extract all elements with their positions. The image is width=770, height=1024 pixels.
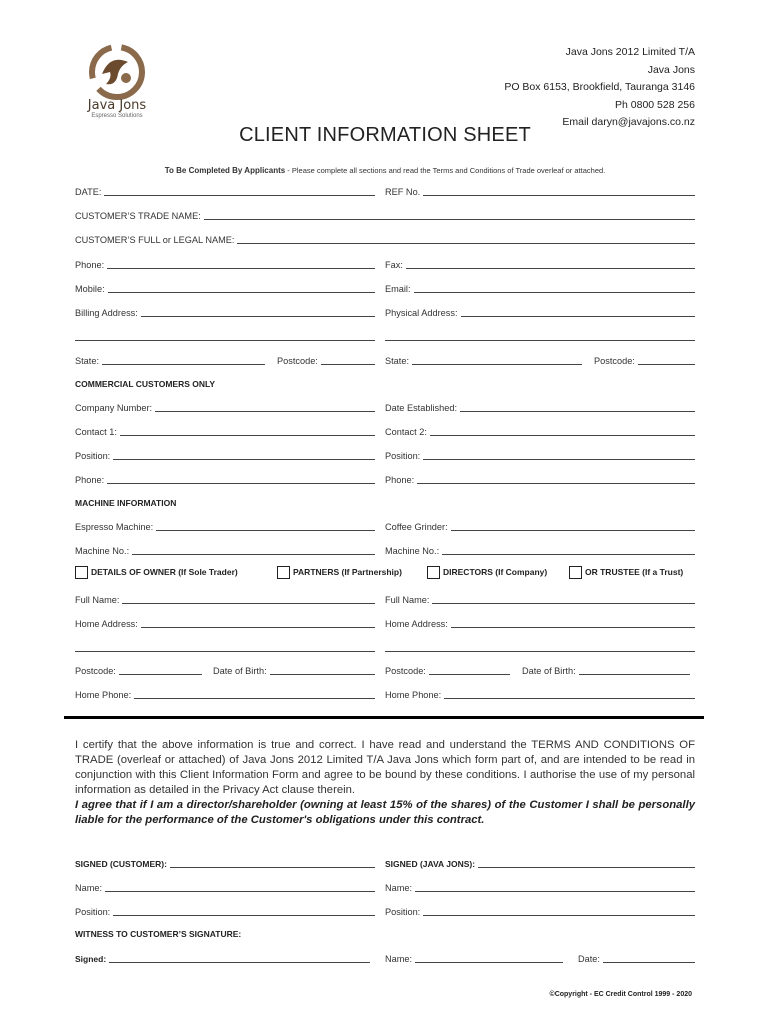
company-address-block (504, 44, 695, 132)
position2-label: Position: (385, 451, 421, 461)
checkbox-label: OR TRUSTEE (If a Trust) (585, 567, 684, 577)
witness-heading: WITNESS TO CUSTOMER’S SIGNATURE: (75, 929, 242, 939)
physical-postcode-line (638, 364, 695, 365)
home-phone-label: Home Phone: (385, 690, 442, 700)
sign-position-line (423, 915, 695, 916)
position1-field[interactable] (75, 448, 375, 462)
signed-customer-field[interactable] (75, 856, 375, 870)
home-phone-field-2[interactable] (385, 687, 695, 701)
checkbox-company[interactable] (427, 566, 550, 579)
home-address-field-2[interactable] (385, 616, 695, 630)
machine-no-label: Machine No.: (75, 546, 130, 556)
home-address-line (141, 627, 375, 628)
full-name-label: Full Name: (385, 595, 430, 605)
signed-java-line (478, 867, 695, 868)
witness-signed-line (109, 962, 370, 963)
commercial-phone2-label: Phone: (385, 475, 415, 485)
fax-field[interactable] (385, 257, 695, 271)
trade-name-line (204, 219, 695, 220)
instructions (0, 166, 770, 175)
witness-name-line (415, 962, 563, 963)
legal-name-field[interactable] (75, 232, 695, 246)
contact1-field[interactable] (75, 424, 375, 438)
checkbox-box[interactable] (75, 566, 88, 579)
declaration-liability-text: I agree that if I am a director/shareholder (owning at least 15% of the shares) of the Customer I shall be personally liable for the performance of the Customer's obligations under this contract. (75, 799, 695, 826)
sign-position-label: Position: (75, 907, 111, 917)
ref-field[interactable] (385, 184, 695, 198)
position2-line (423, 459, 695, 460)
home-address-line (451, 627, 695, 628)
sign-position-field-2[interactable] (385, 904, 695, 918)
machine-no-line (132, 554, 375, 555)
mobile-label: Mobile: (75, 284, 105, 294)
signed-java-label: SIGNED (JAVA JONS): (385, 859, 476, 869)
date-established-line (460, 411, 695, 412)
espresso-line (156, 530, 375, 531)
owner-postcode-field-2[interactable] (385, 663, 510, 677)
page-title: CLIENT INFORMATION SHEET (239, 124, 531, 146)
physical-postcode-label: Postcode: (594, 356, 635, 366)
witness-signed-field[interactable] (75, 951, 370, 965)
signed-customer-label: SIGNED (CUSTOMER): (75, 859, 167, 869)
espresso-machine-field[interactable] (75, 519, 375, 533)
machine-heading: MACHINE INFORMATION (75, 498, 177, 508)
declaration-text: I certify that the above information is true and correct. I have read and understand the TERMS AND CONDITIONS OF TRADE (overleaf or attached) of Java Jons 2012 Limited T/A Java Jons which form part of, and are intended to be read in conjunction with this Client Information Form and agree to be bound by these conditions. I authorise the use of my personal information as detailed in the Privacy Act clause therein. (75, 739, 695, 796)
full-name-field-1[interactable] (75, 592, 375, 606)
dob-label: Date of Birth: (522, 666, 576, 676)
dob-line (579, 674, 690, 675)
grinder-label: Coffee Grinder: (385, 522, 448, 532)
fax-line (406, 268, 695, 269)
dob-field-1[interactable] (213, 663, 375, 677)
home-phone-field-1[interactable] (75, 687, 375, 701)
sign-name-label: Name: (75, 883, 103, 893)
billing-label: Billing Address: (75, 308, 138, 318)
company-line: Java Jons 2012 Limited T/A (565, 46, 695, 58)
checkbox-label: PARTNERS (If Partnership) (293, 567, 402, 577)
phone-line (107, 268, 375, 269)
checkbox-partnership[interactable] (277, 566, 405, 579)
home-phone-label: Home Phone: (75, 690, 132, 700)
owner-postcode-label: Postcode: (75, 666, 116, 676)
java-jons-logo (80, 44, 154, 104)
phone-field[interactable] (75, 257, 375, 271)
dob-field-2[interactable] (522, 663, 690, 677)
physical-state-line (412, 364, 582, 365)
physical-postcode-field[interactable] (594, 353, 695, 367)
position1-line (113, 459, 375, 460)
owner-postcode-field-1[interactable] (75, 663, 202, 677)
home-address-label: Home Address: (385, 619, 448, 629)
legal-name-label: CUSTOMER’S FULL or LEGAL NAME: (75, 235, 235, 245)
witness-date-line (603, 962, 695, 963)
trade-name-label: CUSTOMER’S TRADE NAME: (75, 211, 201, 221)
contact2-label: Contact 2: (385, 427, 427, 437)
company-line: Ph 0800 528 256 (615, 98, 695, 111)
home-address-field-1[interactable] (75, 616, 375, 630)
physical-label: Physical Address: (385, 308, 458, 318)
witness-date-field[interactable] (578, 951, 695, 965)
physical-line-2 (385, 340, 695, 341)
checkbox-label: DIRECTORS (If Company) (443, 567, 548, 577)
witness-signed-label: Signed: (75, 954, 107, 964)
sign-position-line (113, 915, 375, 916)
company-number-field[interactable] (75, 400, 375, 414)
sign-name-field-2[interactable] (385, 880, 695, 894)
home-address-line-extra (75, 651, 375, 652)
full-name-line (122, 603, 375, 604)
date-established-label: Date Established: (385, 403, 458, 413)
contact1-label: Contact 1: (75, 427, 117, 437)
commercial-phone1-label: Phone: (75, 475, 105, 485)
sign-name-field-1[interactable] (75, 880, 375, 894)
sign-name-line (415, 891, 695, 892)
checkbox-box[interactable] (427, 566, 440, 579)
witness-date-label: Date: (578, 954, 600, 964)
witness-name-field[interactable] (385, 951, 563, 965)
coffee-grinder-field[interactable] (385, 519, 695, 533)
home-phone-line (134, 698, 375, 699)
physical-address-line-2[interactable] (385, 329, 695, 343)
physical-state-label: State: (385, 356, 410, 366)
dob-line (270, 674, 375, 675)
position1-label: Position: (75, 451, 111, 461)
grinder-line (451, 530, 695, 531)
sign-name-label: Name: (385, 883, 413, 893)
section-divider (64, 716, 704, 719)
grinder-machine-no-field[interactable] (385, 543, 695, 557)
ref-line (423, 195, 695, 196)
commercial-phone2-line (417, 483, 695, 484)
state-label: State: (75, 356, 100, 366)
checkbox-box[interactable] (277, 566, 290, 579)
date-line (104, 195, 375, 196)
physical-state-field[interactable] (385, 353, 582, 367)
company-line: Java Jons (647, 63, 695, 76)
company-number-line (155, 411, 375, 412)
full-name-label: Full Name: (75, 595, 120, 605)
date-field[interactable] (75, 184, 375, 198)
email-label: Email: (385, 284, 411, 294)
commercial-phone2-field[interactable] (385, 472, 695, 486)
state-line (102, 364, 265, 365)
home-phone-line (444, 698, 695, 699)
checkbox-trust[interactable] (569, 566, 686, 579)
mobile-line (108, 292, 375, 293)
phone-label: Phone: (75, 260, 105, 270)
email-line (414, 292, 695, 293)
full-name-field-2[interactable] (385, 592, 695, 606)
contact2-line (430, 435, 695, 436)
commercial-phone1-line (107, 483, 375, 484)
email-field[interactable] (385, 281, 695, 295)
commercial-phone1-field[interactable] (75, 472, 375, 486)
trade-name-field[interactable] (75, 208, 695, 222)
postcode-label: Postcode: (277, 356, 318, 366)
sign-position-field-1[interactable] (75, 904, 375, 918)
checkbox-label: DETAILS OF OWNER (If Sole Trader) (91, 567, 238, 577)
company-number-label: Company Number: (75, 403, 153, 413)
dob-label: Date of Birth: (213, 666, 267, 676)
grinder-machine-no-label: Machine No.: (385, 546, 440, 556)
ref-label: REF No. (385, 187, 421, 197)
signed-customer-line (170, 867, 375, 868)
billing-line-2 (75, 340, 375, 341)
postcode-line (321, 364, 375, 365)
machine-no-field[interactable] (75, 543, 375, 557)
copyright-notice: ©Copyright - EC Credit Control 1999 - 2020 (549, 991, 692, 998)
home-address-line-2a[interactable] (75, 640, 375, 654)
billing-address-line-2[interactable] (75, 329, 375, 343)
owner-postcode-line (429, 674, 510, 675)
witness-name-label: Name: (385, 954, 413, 964)
home-address-line-extra (385, 651, 695, 652)
home-address-line-2b[interactable] (385, 640, 695, 654)
contact1-line (120, 435, 375, 436)
postcode-field[interactable] (277, 353, 375, 367)
commercial-heading: COMMERCIAL CUSTOMERS ONLY (75, 379, 216, 389)
grinder-machine-no-line (442, 554, 695, 555)
physical-address-field[interactable] (385, 305, 695, 319)
logo-name: Java Jons (87, 98, 147, 113)
owner-postcode-label: Postcode: (385, 666, 426, 676)
mobile-field[interactable] (75, 281, 375, 295)
instructions-bold: To Be Completed By Applicants (164, 166, 286, 175)
logo-tagline: Espresso Solutions (91, 113, 143, 119)
sign-name-line (105, 891, 375, 892)
date-established-field[interactable] (385, 400, 695, 414)
checkbox-sole-trader[interactable] (75, 566, 241, 579)
espresso-label: Espresso Machine: (75, 522, 154, 532)
physical-line (461, 316, 695, 317)
home-address-label: Home Address: (75, 619, 138, 629)
state-field[interactable] (75, 353, 265, 367)
company-line: Email daryn@javajons.co.nz (562, 116, 695, 128)
fax-label: Fax: (385, 260, 403, 270)
instructions-text: - Please complete all sections and read the Terms and Conditions of Trade overleaf or attached. (285, 166, 606, 175)
contact2-field[interactable] (385, 424, 695, 438)
full-name-line (432, 603, 695, 604)
checkbox-box[interactable] (569, 566, 582, 579)
position2-field[interactable] (385, 448, 695, 462)
company-line: PO Box 6153, Brookfield, Tauranga 3146 (504, 81, 695, 93)
owner-postcode-line (119, 674, 202, 675)
billing-address-field[interactable] (75, 305, 375, 319)
sign-position-label: Position: (385, 907, 421, 917)
date-label: DATE: (75, 187, 102, 197)
signed-java-field[interactable] (385, 856, 695, 870)
legal-name-line (237, 243, 695, 244)
billing-line (141, 316, 375, 317)
